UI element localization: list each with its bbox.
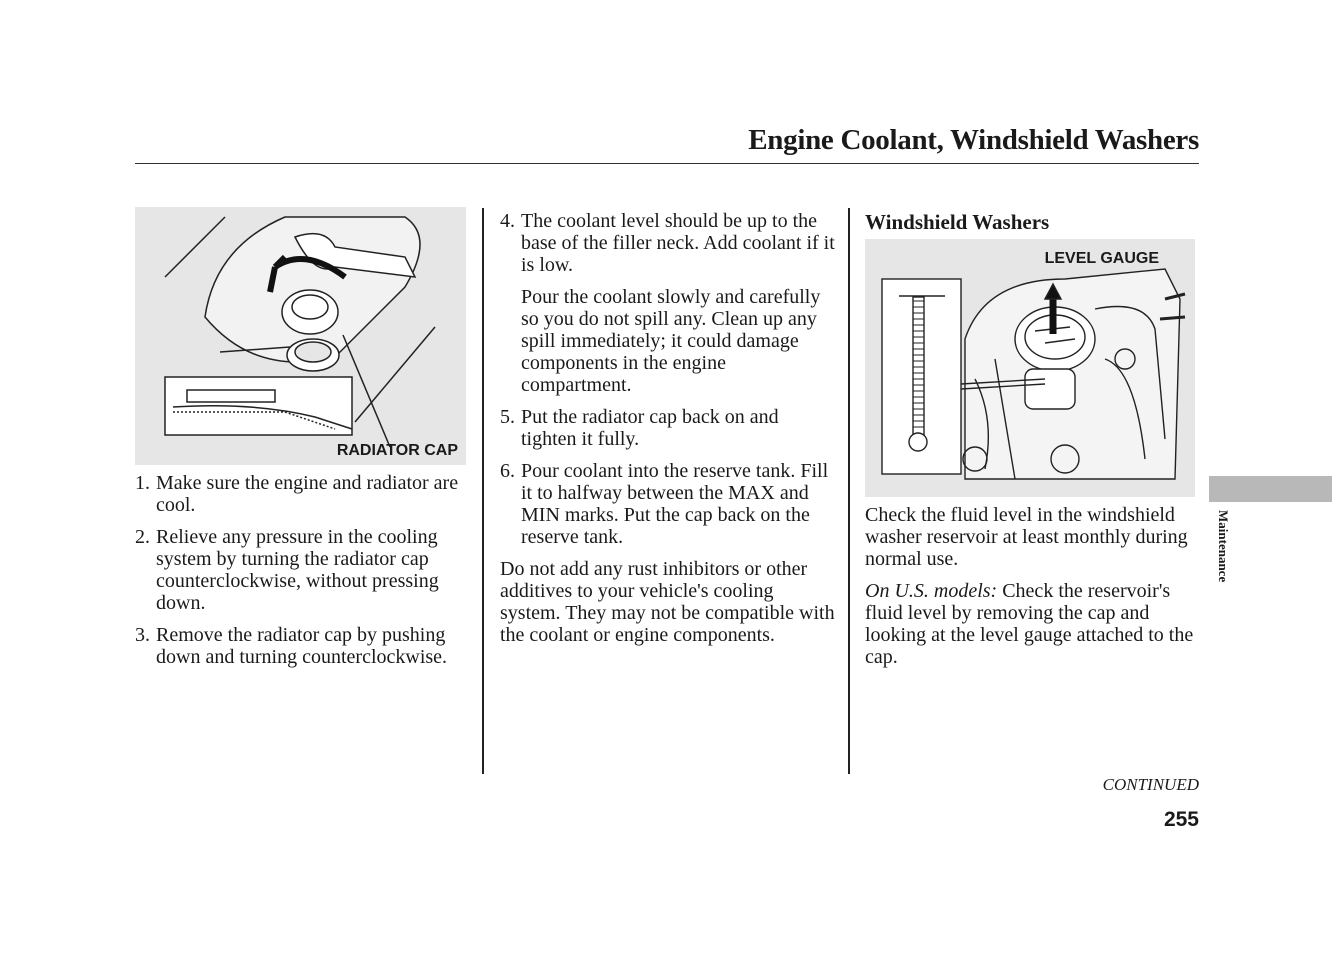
step-text: The coolant level should be up to the base of the filler neck. Add coolant if it is low. bbox=[521, 210, 835, 276]
step-number: 5. bbox=[500, 406, 515, 428]
radiator-cap-label: RADIATOR CAP bbox=[336, 442, 458, 459]
step-number: 3. bbox=[135, 624, 150, 646]
step-number: 4. bbox=[500, 210, 515, 232]
page-title: Engine Coolant, Windshield Washers bbox=[748, 124, 1199, 156]
washer-reservoir-illustration-icon bbox=[865, 239, 1195, 497]
section-tab-bar bbox=[1209, 476, 1332, 502]
list-item bbox=[500, 210, 835, 276]
step4-note: Pour the coolant slowly and carefully so you do not spill any. Clean up any spill immediately; it could damage components in the engine compartment. bbox=[521, 286, 821, 396]
us-models-lead: On U.S. models: bbox=[865, 580, 998, 602]
us-models-text: Check the reservoir's fluid level by removing the cap and looking at the level gauge attached to the cap. bbox=[865, 580, 1194, 668]
washer-figure bbox=[865, 239, 1195, 497]
list-item bbox=[500, 460, 835, 548]
step-text: Put the radiator cap back on and tighten it fully. bbox=[521, 406, 779, 450]
step-number: 6. bbox=[500, 460, 515, 482]
radiator-cap-illustration-icon bbox=[135, 207, 466, 465]
list-item bbox=[135, 526, 473, 614]
title-divider bbox=[135, 163, 1199, 164]
section-heading: Windshield Washers bbox=[865, 210, 1050, 234]
list-item bbox=[500, 406, 835, 450]
column-divider-right bbox=[848, 208, 850, 774]
level-gauge-label: LEVEL GAUGE bbox=[1044, 250, 1159, 267]
additive-warning: Do not add any rust inhibitors or other additives to your vehicle's cooling system. They may not be compatible with the coolant or engine components. bbox=[500, 558, 835, 646]
right-column bbox=[865, 504, 1200, 678]
section-tab-label: Maintenance bbox=[1216, 510, 1231, 583]
step-text: Make sure the engine and radiator are cool. bbox=[156, 472, 459, 516]
column-divider-left bbox=[482, 208, 484, 774]
left-column bbox=[135, 472, 473, 678]
step-text: Remove the radiator cap by pushing down and turning counterclockwise. bbox=[156, 624, 448, 668]
page-number: 255 bbox=[1163, 808, 1199, 831]
washer-check-paragraph: Check the fluid level in the windshield washer reservoir at least monthly during normal use. bbox=[865, 504, 1188, 570]
list-item bbox=[135, 624, 473, 668]
step-text: Relieve any pressure in the cooling system by turning the radiator cap counterclockwise, without pressing down. bbox=[156, 526, 439, 614]
step-number: 1. bbox=[135, 472, 150, 494]
list-item bbox=[135, 472, 473, 516]
radiator-cap-figure bbox=[135, 207, 466, 465]
step-number: 2. bbox=[135, 526, 150, 548]
step-text: Pour coolant into the reserve tank. Fill it to halfway between the MAX and MIN marks. Put the cap back on the reserve tank. bbox=[521, 460, 829, 548]
middle-column bbox=[500, 210, 835, 656]
us-models-paragraph bbox=[865, 580, 1200, 668]
continued-note: CONTINUED bbox=[1102, 775, 1199, 794]
